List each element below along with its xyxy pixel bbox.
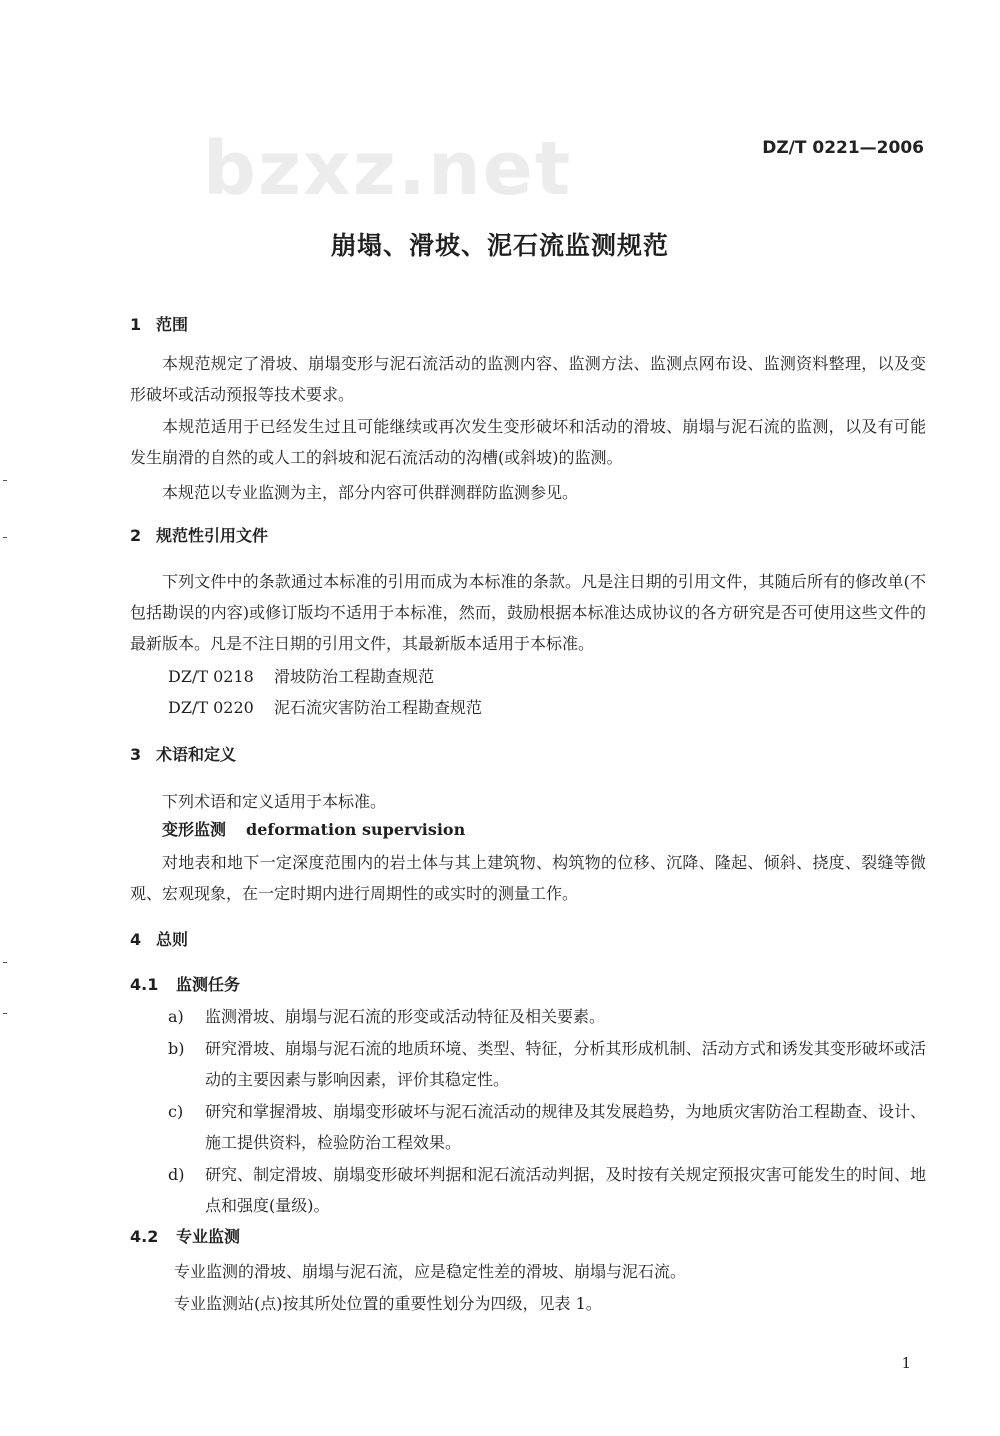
list-item-text: 研究滑坡、崩塌与泥石流的地质环境、类型、特征，分析其形成机制、活动方式和诱发其变形破坏或活动的主要因素与影响因素，评价其稳定性。 (205, 1039, 926, 1089)
reference-code: DZ/T 0218 (168, 667, 254, 686)
section-4-2-paragraph-1: 专业监测的滑坡、崩塌与泥石流，应是稳定性差的滑坡、崩塌与泥石流。 (174, 1262, 687, 1281)
section-1-paragraph-1: 本规范规定了滑坡、崩塌变形与泥石流活动的监测内容、监测方法、监测点网布设、监测资料整理，以及变形破坏或活动预报等技术要求。 (130, 354, 926, 404)
scan-edge-mark (3, 1013, 7, 1014)
list-item-label: d) (168, 1165, 185, 1184)
standard-code: DZ/T 0221—2006 (762, 138, 924, 158)
section-2-heading (130, 526, 268, 546)
section-title: 术语和定义 (156, 745, 237, 764)
section-number: 4.2 (130, 1227, 159, 1246)
reference-name: 泥石流灾害防治工程勘查规范 (274, 698, 483, 717)
list-item-label: a) (168, 1007, 184, 1026)
list-item-text: 研究、制定滑坡、崩塌变形破坏判据和泥石流活动判据，及时按有关规定预报灾害可能发生的时间、地点和强度(量级)。 (205, 1165, 926, 1215)
reference-code: DZ/T 0220 (168, 698, 254, 717)
term-chinese: 变形监测 (162, 820, 227, 839)
reference-item (168, 667, 434, 687)
term-english: deformation supervision (246, 820, 466, 839)
list-item (168, 1033, 926, 1095)
section-number: 2 (130, 526, 142, 545)
section-title: 规范性引用文件 (156, 526, 269, 545)
list-item (168, 1001, 926, 1032)
scan-edge-mark (3, 480, 7, 481)
scan-edge-mark (3, 962, 7, 963)
section-4-2-heading (130, 1227, 240, 1247)
section-2-paragraph-1: 下列文件中的条款通过本标准的引用而成为本标准的条款。凡是注日期的引用文件，其随后所有的修改单(不包括勘误的内容)或修订版均不适用于本标准，然而，鼓励根据本标准达成协议的各方研究是否可使用这些文件的最新版本。凡是不注日期的引用文件，其最新版本适用于本标准。 (130, 572, 926, 653)
section-4-1-heading (130, 975, 240, 995)
section-1-paragraph-2: 本规范适用于已经发生过且可能继续或再次发生变形破坏和活动的滑坡、崩塌与泥石流的监测，以及有可能发生崩滑的自然的或人工的斜坡和泥石流活动的沟槽(或斜坡)的监测。 (130, 417, 926, 467)
section-title: 范围 (156, 315, 189, 334)
section-title: 总则 (156, 930, 189, 949)
list-item-text: 研究和掌握滑坡、崩塌变形破坏与泥石流活动的规律及其发展趋势，为地质灾害防治工程勘查、设计、施工提供资料，检验防治工程效果。 (205, 1102, 926, 1152)
section-1-heading (130, 315, 188, 335)
list-item (168, 1096, 926, 1158)
section-4-2-paragraph-2: 专业监测站(点)按其所处位置的重要性划分为四级，见表 1。 (174, 1294, 602, 1313)
list-item-label: b) (168, 1039, 185, 1058)
term-definition: 对地表和地下一定深度范围内的岩土体与其上建筑物、构筑物的位移、沉降、隆起、倾斜、挠度、裂缝等微观、宏观现象，在一定时期内进行周期性的或实时的测量工作。 (130, 853, 926, 903)
list-item-text: 监测滑坡、崩塌与泥石流的形变或活动特征及相关要素。 (205, 1007, 606, 1026)
section-number: 1 (130, 315, 142, 334)
section-title: 专业监测 (176, 1227, 241, 1246)
reference-item (168, 698, 482, 718)
section-number: 4 (130, 930, 142, 949)
scan-edge-mark (3, 537, 7, 538)
section-number: 4.1 (130, 975, 159, 994)
section-3-heading (130, 745, 236, 765)
term-entry (162, 820, 465, 840)
section-number: 3 (130, 745, 142, 764)
reference-name: 滑坡防治工程勘查规范 (274, 667, 435, 686)
list-item (168, 1159, 926, 1221)
page-number: 1 (901, 1354, 911, 1372)
list-item-label: c) (168, 1102, 184, 1121)
page-title: 崩塌、滑坡、泥石流监测规范 (330, 231, 669, 260)
watermark: bzxz.net (203, 126, 573, 212)
section-3-paragraph-1: 下列术语和定义适用于本标准。 (162, 792, 387, 811)
section-title: 监测任务 (176, 975, 241, 994)
section-4-heading (130, 930, 188, 950)
section-1-paragraph-3: 本规范以专业监测为主，部分内容可供群测群防监测参见。 (162, 483, 579, 502)
